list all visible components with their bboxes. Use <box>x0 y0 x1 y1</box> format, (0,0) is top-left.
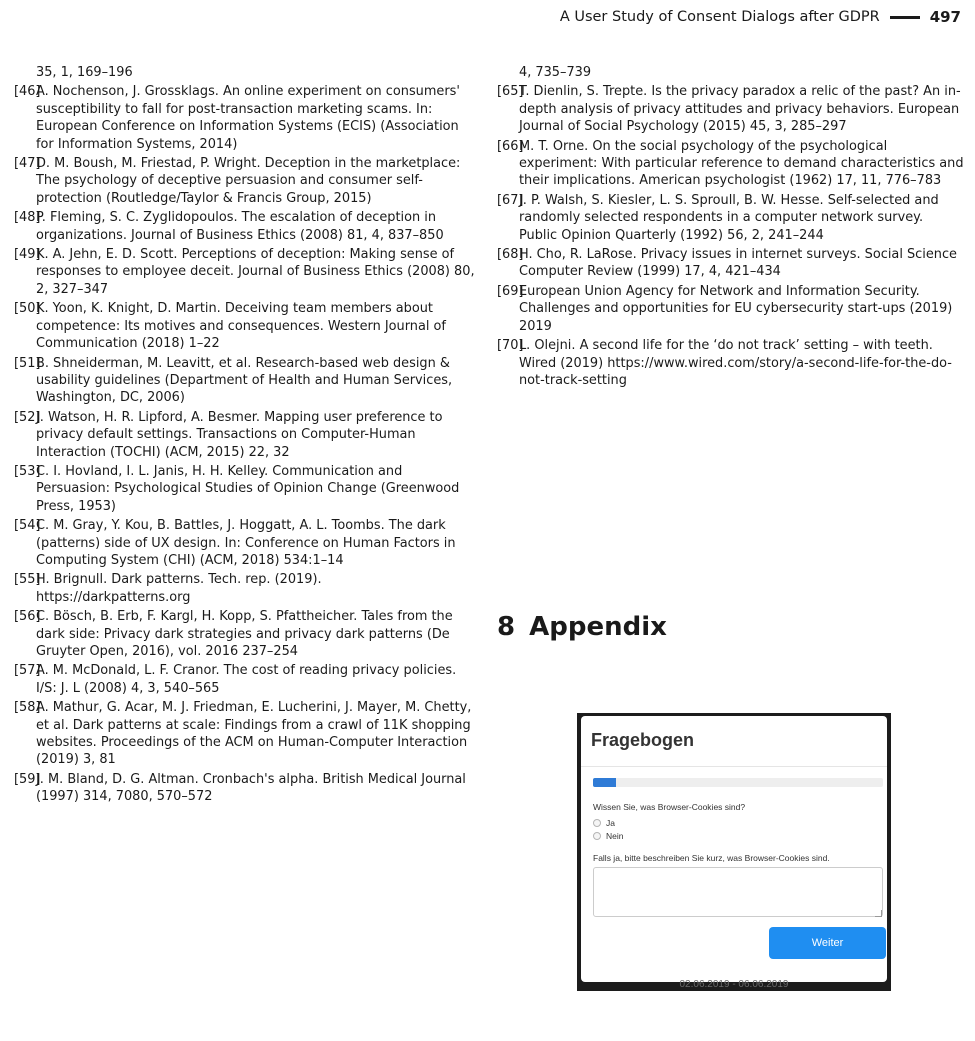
reference-text: A. Nochenson, J. Grossklags. An online experiment on consumers' susceptibility to fall for post-transaction marketing scams. In: European Conference on Information Systems (ECIS) (Association for Information Systems, 2014) <box>36 84 460 152</box>
reference-entry <box>14 355 478 407</box>
reference-text: J. Watson, H. R. Lipford, A. Besmer. Mapping user preference to privacy default settings. Transactions on Computer-Human Interaction (TOCHI) (ACM, 2015) 22, 32 <box>36 409 443 460</box>
reference-entry <box>497 337 965 389</box>
reference-entry <box>14 771 478 806</box>
reference-entry <box>14 517 478 569</box>
page-number: 497 <box>929 8 961 26</box>
reference-entry <box>14 155 478 207</box>
reference-text: L. Olejni. A second life for the ‘do not track’ setting – with teeth. Wired (2019) https://www.wired.com/story/a-second-life-for-the-do-not-track-setting <box>519 338 952 388</box>
reference-number: [47] <box>14 156 41 172</box>
reference-entry <box>497 138 965 190</box>
reference-text: J. P. Walsh, S. Kiesler, L. S. Sproull, B. W. Hesse. Self-selected and randomly selected respondents in a computer network survey. Public Opinion Quarterly (1992) 56, 2, 241–244 <box>519 192 939 243</box>
reference-entry <box>14 571 478 606</box>
reference-number: [69] <box>497 283 524 299</box>
reference-text: European Union Agency for Network and Information Security. Challenges and opportunities for EU cybersecurity start-ups (2019) 2019 <box>519 283 953 334</box>
reference-entry <box>14 662 478 697</box>
question-text: Wissen Sie, was Browser-Cookies sind? <box>593 802 746 812</box>
radio-option-nein[interactable] <box>593 831 623 841</box>
reference-text: A. Mathur, G. Acar, M. J. Friedman, E. Lucherini, J. Mayer, M. Chetty, et al. Dark patterns at scale: Findings from a crawl of 11K shopping websites. Proceedings of the ACM on Human-Computer Interaction (2019) 3, 81 <box>36 700 472 768</box>
reference-number: [67] <box>497 192 524 208</box>
reference-number: [53] <box>14 463 41 479</box>
running-head <box>560 8 961 26</box>
date-range: 02.06.2019 - 06.06.2019 <box>679 979 789 990</box>
reference-number: [46] <box>14 84 41 100</box>
radio-label: Nein <box>606 831 624 841</box>
running-head-title: A User Study of Consent Dialogs after GDPR <box>559 9 880 25</box>
reference-entry <box>14 83 478 153</box>
reference-number: [68] <box>497 247 524 263</box>
radio-button-icon[interactable] <box>593 832 601 840</box>
reference-number: [48] <box>14 210 41 226</box>
reference-entry <box>497 83 965 135</box>
reference-entry <box>497 246 965 281</box>
left-column <box>14 64 478 808</box>
followup-question: Falls ja, bitte beschreiben Sie kurz, was Browser-Cookies sind. <box>593 853 830 863</box>
radio-button-icon[interactable] <box>593 819 601 827</box>
reference-entry <box>14 699 478 769</box>
reference-text: T. Dienlin, S. Trepte. Is the privacy paradox a relic of the past? An in-depth analysis of privacy attitudes and privacy behaviors. European Journal of Social Psychology (2015) 45, 3, 285–297 <box>519 84 961 135</box>
reference-number: [52] <box>14 409 41 425</box>
reference-entry <box>14 246 478 298</box>
reference-entry <box>14 463 478 515</box>
reference-entry <box>497 283 965 335</box>
reference-number: [58] <box>14 700 41 716</box>
reference-entry <box>497 192 965 244</box>
reference-text: B. Shneiderman, M. Leavitt, et al. Research-based web design & usability guidelines (Department of Health and Human Services, Washington, DC, 2006) <box>36 355 453 406</box>
reference-number: [51] <box>14 355 41 371</box>
reference-number: [49] <box>14 247 41 263</box>
reference-number: [54] <box>14 518 41 534</box>
questionnaire-title: Fragebogen <box>591 730 695 750</box>
reference-continuation: 4, 735–739 <box>519 65 592 80</box>
reference-text: D. M. Boush, M. Friestad, P. Wright. Deception in the marketplace: The psychology of deceptive persuasion and consumer self-protection (Routledge/Taylor & Francis Group, 2015) <box>36 156 461 206</box>
reference-text: A. M. McDonald, L. F. Cranor. The cost of reading privacy policies. I/S: J. L (2008) 4, 3, 540–565 <box>36 663 457 696</box>
reference-text: H. Brignull. Dark patterns. Tech. rep. (2019). https://darkpatterns.org <box>36 572 322 605</box>
reference-number: [50] <box>14 301 41 317</box>
answer-textarea[interactable] <box>593 867 883 917</box>
next-button[interactable]: Weiter <box>769 927 886 959</box>
reference-entry <box>14 300 478 352</box>
reference-text: M. T. Orne. On the social psychology of the psychological experiment: With particular reference to demand characteristics and their implications. American psychologist (1962) 17, 11, 776–783 <box>519 138 964 189</box>
radio-label: Ja <box>606 818 615 828</box>
reference-entry <box>14 209 478 244</box>
reference-number: [65] <box>497 84 524 100</box>
reference-text: C. I. Hovland, I. L. Janis, H. H. Kelley. Communication and Persuasion: Psychological Studies of Opinion Change (Greenwood Press, 1953) <box>36 463 460 514</box>
progress-fill <box>593 778 616 787</box>
running-head-rule <box>890 16 920 19</box>
reference-continuation: 35, 1, 169–196 <box>36 65 133 80</box>
resize-handle-icon[interactable] <box>875 910 882 917</box>
section-title: Appendix <box>529 612 667 642</box>
reference-number: [59] <box>14 771 41 787</box>
reference-entry <box>14 608 478 660</box>
reference-number: [56] <box>14 609 41 625</box>
reference-text: H. Cho, R. LaRose. Privacy issues in internet surveys. Social Science Computer Review (1999) 17, 4, 421–434 <box>519 247 957 280</box>
section-heading <box>497 612 667 642</box>
reference-list <box>497 83 965 389</box>
reference-text: J. M. Bland, D. G. Altman. Cronbach's alpha. British Medical Journal (1997) 314, 7080, 570–572 <box>36 771 466 805</box>
reference-text: P. Fleming, S. C. Zyglidopoulos. The escalation of deception in organizations. Journal of Business Ethics (2008) 81, 4, 837–850 <box>36 210 444 243</box>
questionnaire-panel <box>581 716 887 982</box>
panel-divider <box>581 766 887 767</box>
reference-entry <box>14 409 478 461</box>
reference-text: K. Yoon, K. Knight, D. Martin. Deceiving team members about competence: Its motives and consequences. Western Journal of Communication (2018) 1–22 <box>36 301 446 352</box>
reference-text: C. M. Gray, Y. Kou, B. Battles, J. Hoggatt, A. L. Toombs. The dark (patterns) side of UX design. In: Conference on Human Factors in Computing System (CHI) (ACM, 2018) 534:1–14 <box>36 518 456 568</box>
reference-number: [57] <box>14 663 41 679</box>
progress-bar <box>593 778 883 787</box>
questionnaire-screenshot <box>577 713 891 991</box>
section-number: 8 <box>497 612 516 642</box>
radio-option-ja[interactable] <box>593 818 615 828</box>
reference-number: [66] <box>497 138 524 154</box>
reference-number: [55] <box>14 572 41 588</box>
reference-text: C. Bösch, B. Erb, F. Kargl, H. Kopp, S. Pfattheicher. Tales from the dark side: Privacy dark strategies and privacy dark patterns (De Gruyter Open, 2016), vol. 2016 237–254 <box>36 609 453 659</box>
reference-list <box>14 83 478 805</box>
right-column <box>497 64 965 391</box>
reference-number: [70] <box>497 338 524 354</box>
reference-text: K. A. Jehn, E. D. Scott. Perceptions of deception: Making sense of responses to employee deceit. Journal of Business Ethics (2008) 80, 2, 327–347 <box>36 247 475 297</box>
